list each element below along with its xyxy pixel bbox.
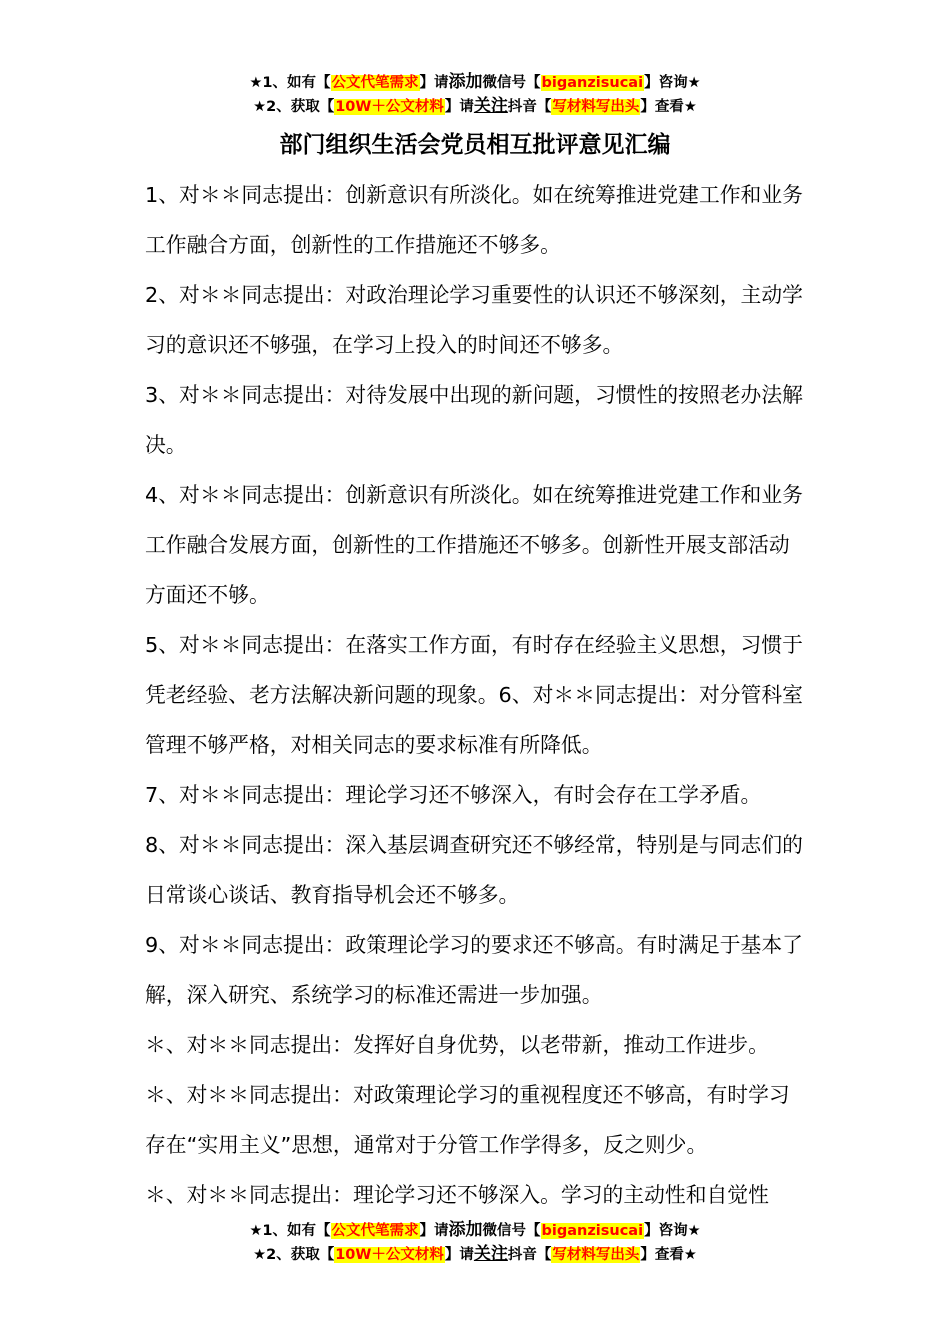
- banner-text: ★1、如有【: [249, 75, 331, 91]
- paragraph: ＊、对＊＊同志提出：理论学习还不够深入。学习的主动性和自觉性: [145, 1183, 769, 1207]
- banner-text: 微信号【: [482, 1223, 541, 1239]
- banner-highlight: 10W＋公文材料: [335, 1247, 444, 1263]
- banner-text: 】查看★: [640, 99, 697, 115]
- paragraph: ＊、对＊＊同志提出：发挥好自身优势，以老带新，推动工作进步。: [145, 1033, 769, 1057]
- banner-text: 关注: [473, 96, 508, 116]
- banner-highlight: 公文代笔需求: [331, 75, 419, 91]
- banner-highlight: biganzisucai: [541, 1223, 644, 1239]
- header-banner: [0, 70, 950, 118]
- banner-highlight: 写材料写出头: [552, 99, 640, 115]
- banner-text: 关注: [473, 1244, 508, 1264]
- banner-text: 】查看★: [640, 1247, 697, 1263]
- paragraph: 7、对＊＊同志提出：理论学习还不够深入，有时会存在工学矛盾。: [145, 783, 762, 807]
- banner-line-1: [0, 1218, 950, 1242]
- banner-highlight: 10W＋公文材料: [335, 99, 444, 115]
- paragraph: 4、对＊＊同志提出：创新意识有所淡化。如在统筹推进党建工作和业务工作融合发展方面，创新性的工作措施还不够多。创新性开展支部活动方面还不够。: [145, 483, 803, 607]
- banner-line-2: [0, 1242, 950, 1266]
- banner-text: 】请: [419, 75, 449, 91]
- banner-highlight: 写材料写出头: [552, 1247, 640, 1263]
- banner-text: 】请: [444, 1247, 474, 1263]
- banner-text: 微信号【: [482, 75, 541, 91]
- banner-text: ★2、获取【: [253, 1247, 335, 1263]
- banner-line-1: [0, 70, 950, 94]
- paragraph: 1、对＊＊同志提出：创新意识有所淡化。如在统筹推进党建工作和业务工作融合方面，创新性的工作措施还不够多。: [145, 183, 803, 257]
- page-title: 部门组织生活会党员相互批评意见汇编: [279, 132, 671, 158]
- banner-text: 抖音【: [507, 1247, 552, 1263]
- paragraph: ＊、对＊＊同志提出：对政策理论学习的重视程度还不够高，有时学习存在“实用主义”思想，通常对于分管工作学得多，反之则少。: [145, 1083, 790, 1157]
- paragraph: 8、对＊＊同志提出：深入基层调查研究还不够经常，特别是与同志们的日常谈心谈话、教育指导机会还不够多。: [145, 833, 803, 907]
- paragraph: 5、对＊＊同志提出：在落实工作方面，有时存在经验主义思想，习惯于凭老经验、老方法解决新问题的现象。6、对＊＊同志提出：对分管科室管理不够严格，对相关同志的要求标准有所降低。: [145, 633, 803, 757]
- banner-text: ★2、获取【: [253, 99, 335, 115]
- paragraph: 2、对＊＊同志提出：对政治理论学习重要性的认识还不够深刻，主动学习的意识还不够强，在学习上投入的时间还不够多。: [145, 283, 803, 357]
- footer-banner: [0, 1218, 950, 1266]
- banner-text: 】请: [419, 1223, 449, 1239]
- banner-text: ★1、如有【: [249, 1223, 331, 1239]
- banner-line-2: [0, 94, 950, 118]
- banner-highlight: 公文代笔需求: [331, 1223, 419, 1239]
- document-body: [145, 170, 810, 1220]
- banner-text: 添加: [448, 1220, 483, 1240]
- banner-text: 】咨询★: [644, 75, 701, 91]
- banner-highlight: biganzisucai: [541, 75, 644, 91]
- banner-text: 】咨询★: [644, 1223, 701, 1239]
- paragraph: 9、对＊＊同志提出：政策理论学习的要求还不够高。有时满足于基本了解，深入研究、系统学习的标准还需进一步加强。: [145, 933, 803, 1007]
- banner-text: 添加: [448, 72, 483, 92]
- banner-text: 抖音【: [507, 99, 552, 115]
- banner-text: 】请: [444, 99, 474, 115]
- paragraph: 3、对＊＊同志提出：对待发展中出现的新问题，习惯性的按照老办法解决。: [145, 383, 803, 457]
